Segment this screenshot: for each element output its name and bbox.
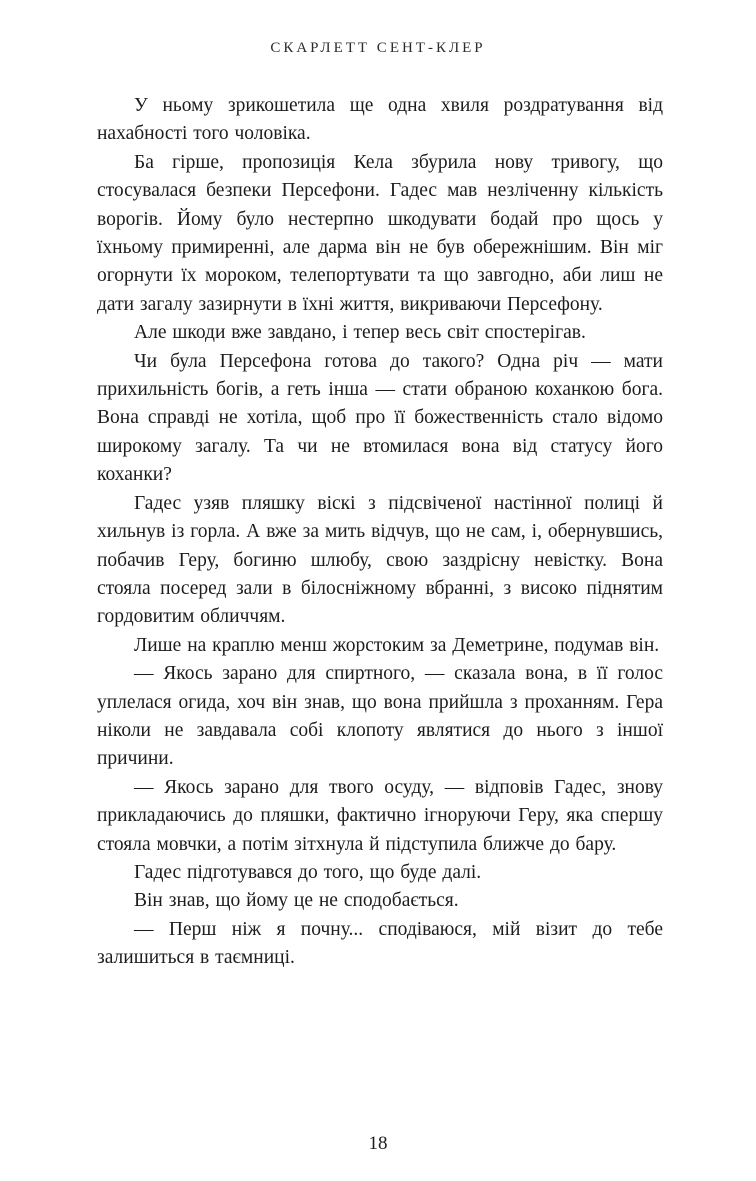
paragraph: Але шкоди вже завдано, і тепер весь світ спостерігав. [134,322,586,344]
paragraph: Гадес підготувався до того, що буде далі. [134,861,482,883]
paragraph: Він знав, що йому це не сподобається. [134,890,459,912]
paragraph: — Перш ніж я почну... сподіваюся, мій візит до тебе залишиться в таємниці. [97,918,663,969]
page-text-block [97,92,663,1092]
paragraph: Гадес узяв пляшку віскі з підсвіченої настінної полиці й хильнув із горла. А вже за мить відчув, що не сам, і, обернувшись, побачив Геру, богиню шлюбу, свою заздрісну невістку. Вона стояла посеред зали в білосніжному вбранні, з високо піднятим гордовитим обличчям. [97,492,663,628]
paragraph: — Якось зарано для твого осуду, — відповів Гадес, знову прикладаючись до пляшки, фактично ігноруючи Геру, яка спершу стояла мовчки, а потім зітхнула й підступила ближче до бару. [97,776,663,855]
paragraph: — Якось зарано для спиртного, — сказала вона, в її голос уплелася огида, хоч він знав, що вона прийшла з проханням. Гера ніколи не завдавала собі клопоту являтися до нього з іншої причини. [97,663,663,770]
paragraph: Ба гірше, пропозиція Кела збурила нову тривогу, що стосувалася безпеки Персефони. Гадес мав незліченну кількість ворогів. Йому було нестерпно шкодувати бодай про щось у їхньому примиренні, але дарма він не був обережнішим. Він міг огорнути їх мороком, телепортувати та що завгодно, аби лиш не дати загалу зазирнути в їхні життя, викриваючи Персефону. [97,151,663,315]
page-number: 18 [368,1133,388,1154]
paragraph: Лише на краплю менш жорстоким за Деметрине, подумав він. [134,634,660,656]
running-header: СКАРЛЕТТ СЕНТ-КЛЕР [270,40,486,56]
paragraph: У ньому зрикошетила ще одна хвиля роздратування від нахабності того чоловіка. [97,95,663,145]
paragraph: Чи була Персефона готова до такого? Одна річ — мати прихильність богів, а геть інша — стати обраною коханкою бога. Вона справді не хотіла, щоб про її божественність стало відомо широкому загалу. Та чи не втомилася вона від статусу його коханки? [97,350,663,486]
